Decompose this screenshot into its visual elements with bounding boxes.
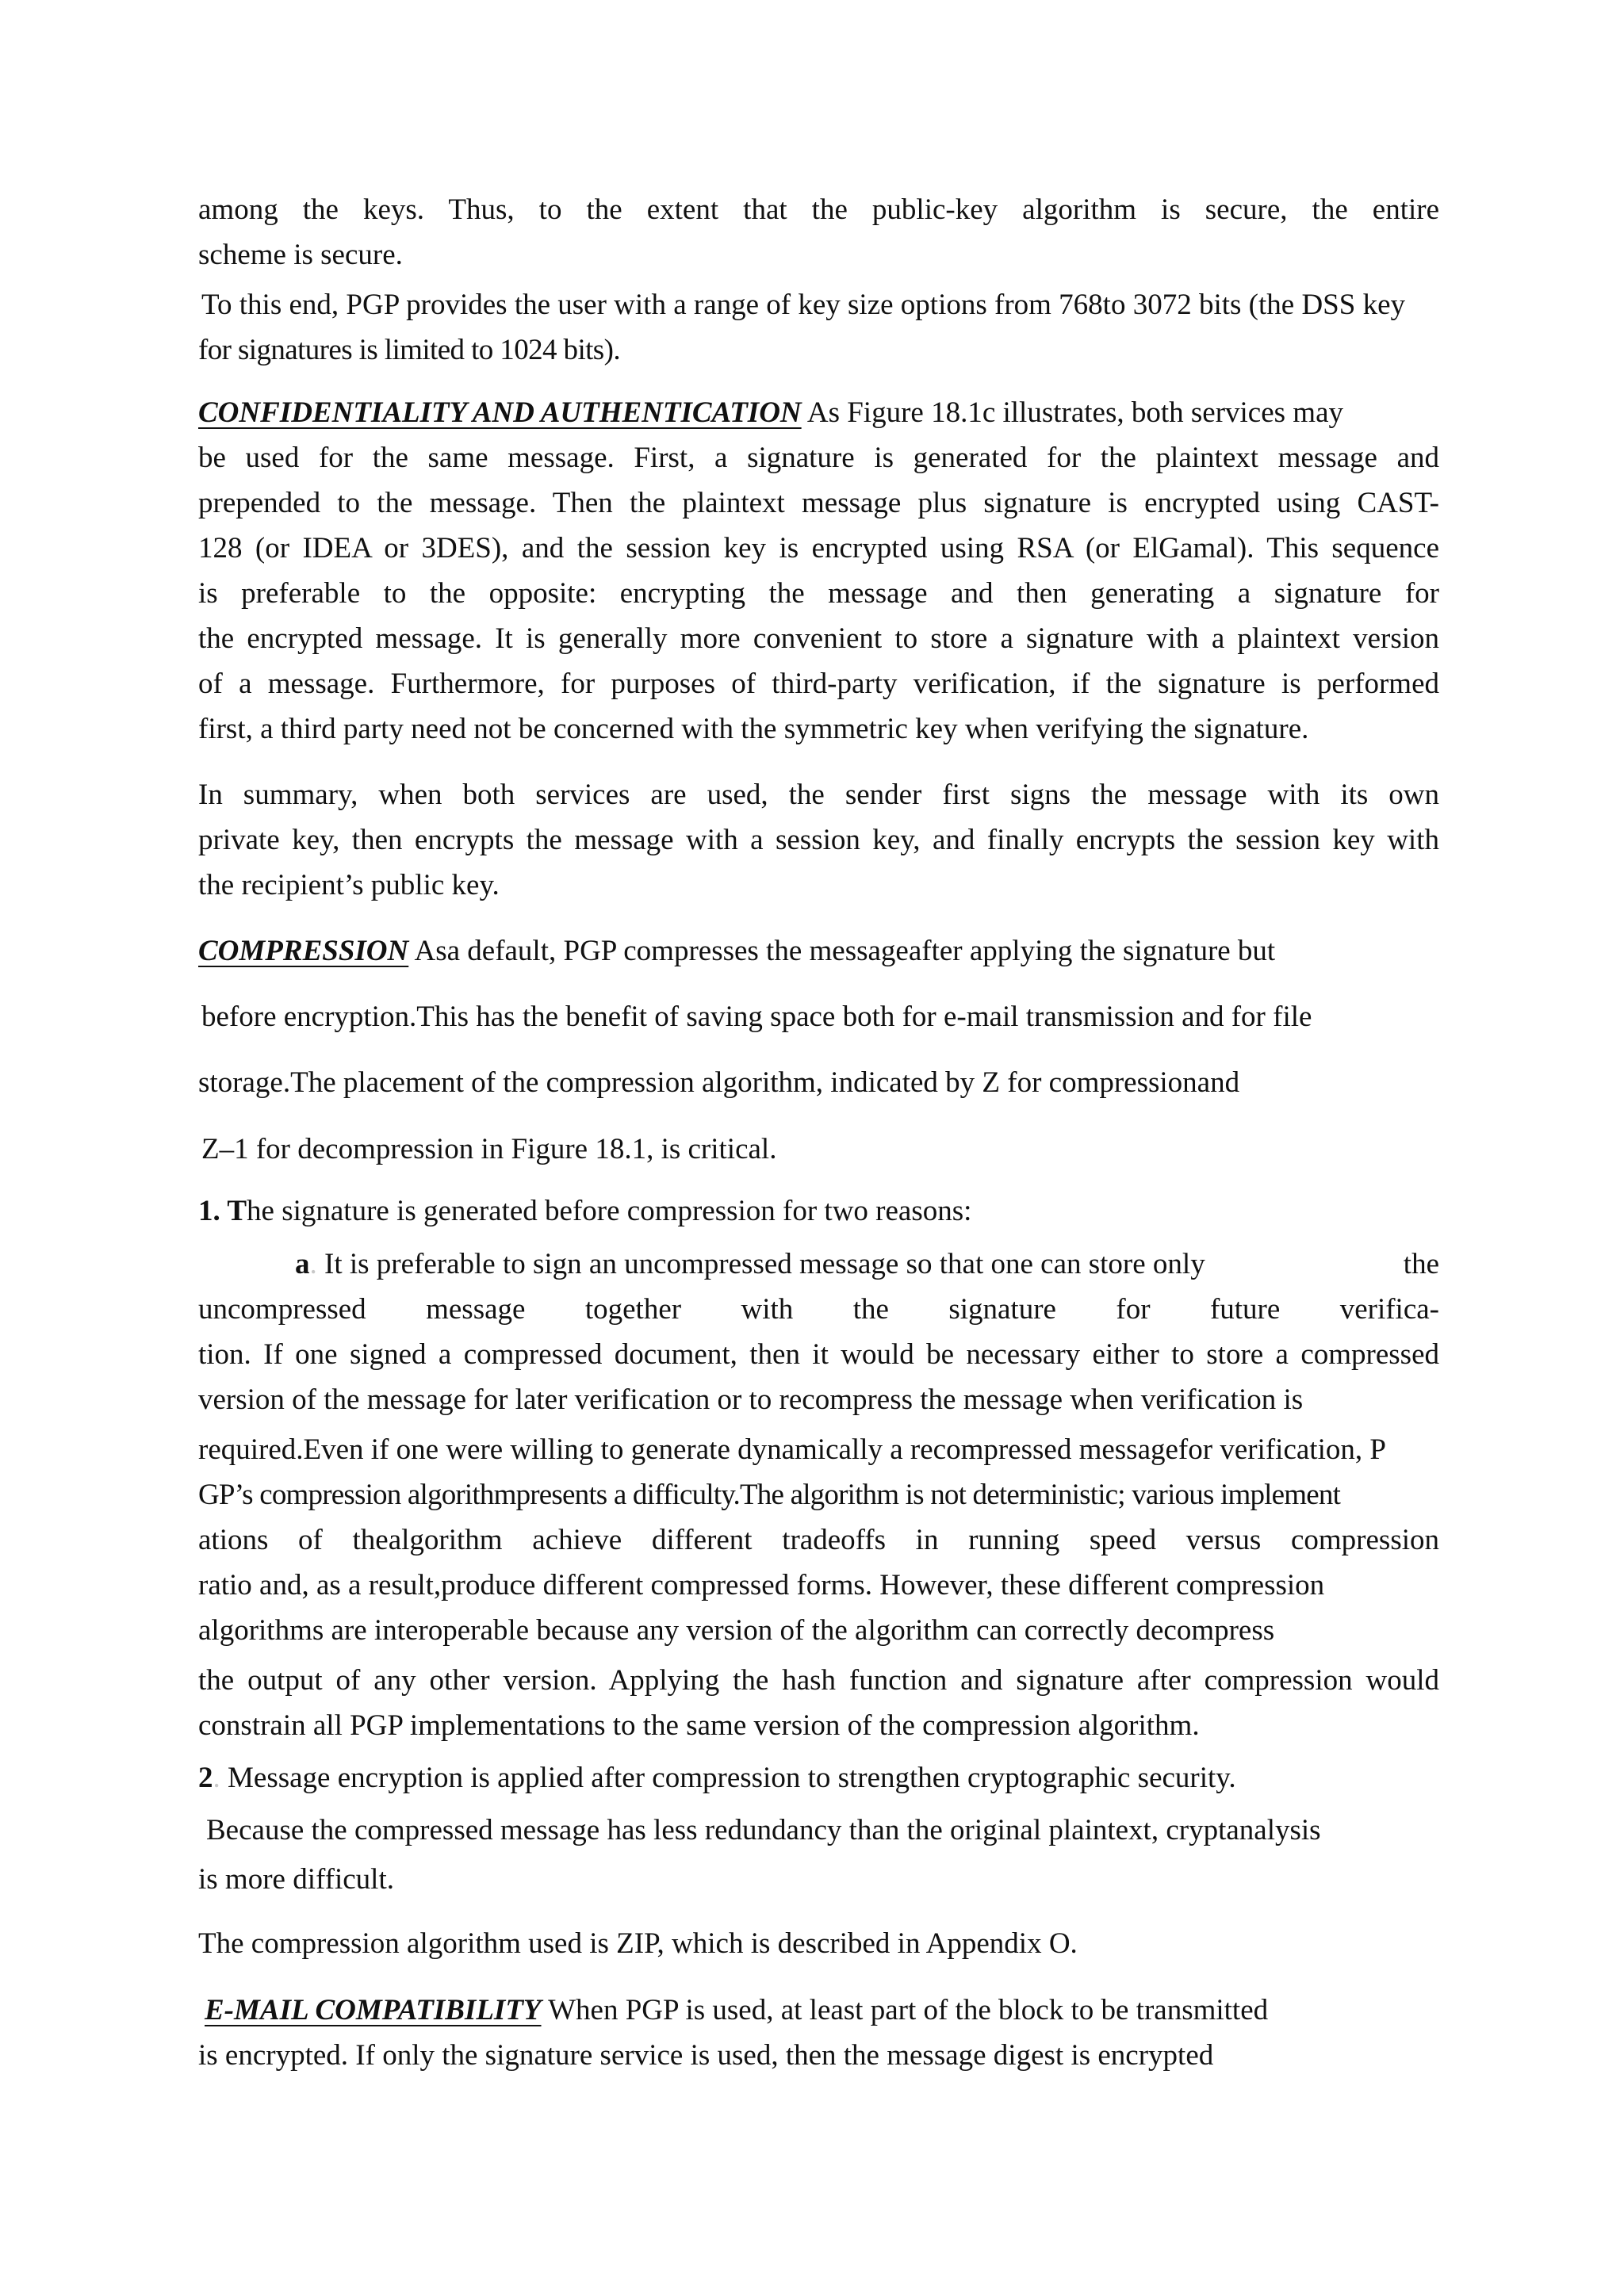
email-first-line: E-MAIL COMPATIBILITY When PGP is used, at least part of the block to be transmitted [205, 1994, 1269, 2026]
text-line: the recipient’s public key. [198, 869, 500, 901]
text-line: be used for the same message. First, a signature is generated for the plaintext message and [198, 442, 1439, 474]
text-line: Z–1 for decompression in Figure 18.1, is critical. [201, 1133, 777, 1165]
text-line: private key, then encrypts the message with a session key, and finally encrypts the session key with [198, 824, 1439, 856]
text-line: To this end, PGP provides the user with a range of key size options from 768to 3072 bits (the DSS key [201, 289, 1405, 321]
text-line: the encrypted message. It is generally more convenient to store a signature with a plaintext version [198, 622, 1439, 655]
text-line: GP’s compression algorithmpresents a difficulty.The algorithm is not deterministic; various implement [198, 1479, 1341, 1511]
text-line: The compression algorithm used is ZIP, which is described in Appendix O. [198, 1927, 1078, 1960]
text-line: ratio and, as a result,produce different compressed forms. However, these different compression [198, 1569, 1325, 1601]
reason-2-line: 2. Message encryption is applied after compression to strengthen cryptographic security. [198, 1762, 1236, 1794]
text-line: storage.The placement of the compression algorithm, indicated by Z for compressionand [198, 1066, 1240, 1099]
text-line: uncompressed message together with the signature for future verifica- [198, 1293, 1439, 1326]
reason-a-line: a. It is preferable to sign an uncompressed message so that one can store only the [295, 1248, 1439, 1280]
text-line: prepended to the message. Then the plaintext message plus signature is encrypted using CAST- [198, 487, 1439, 519]
text-line: ations of thealgorithm achieve different tradeoffs in running speed versus compression [198, 1524, 1439, 1556]
section-heading-email: E-MAIL COMPATIBILITY [205, 1994, 542, 2026]
text-line: is more difficult. [198, 1863, 394, 1896]
section-heading-compression: COMPRESSION [198, 935, 409, 967]
text-line: constrain all PGP implementations to the same version of the compression algorithm. [198, 1709, 1200, 1742]
text-line: is preferable to the opposite: encrypting the message and then generating a signature for [198, 577, 1439, 610]
text-line: In summary, when both services are used, the sender first signs the message with its own [198, 779, 1439, 811]
text-line: first, a third party need not be concerned with the symmetric key when verifying the signature. [198, 713, 1309, 745]
text-line: tion. If one signed a compressed document, then it would be necessary either to store a compressed [198, 1338, 1439, 1371]
text-line: for signatures is limited to 1024 bits). [198, 334, 620, 366]
compression-first-line: COMPRESSION Asa default, PGP compresses the messageafter applying the signature but [198, 935, 1276, 967]
text-line: of a message. Furthermore, for purposes of third-party verification, if the signature is performed [198, 668, 1439, 700]
reason-1-line: 1. The signature is generated before compression for two reasons: [198, 1195, 972, 1227]
text-line: algorithms are interoperable because any version of the algorithm can correctly decompress [198, 1614, 1275, 1647]
confidentiality-first-line: CONFIDENTIALITY AND AUTHENTICATION As Figure 18.1c illustrates, both services may [198, 396, 1344, 429]
text-line: version of the message for later verification or to recompress the message when verification is [198, 1383, 1304, 1416]
text-line: among the keys. Thus, to the extent that the public-key algorithm is secure, the entire [198, 193, 1439, 226]
text-line: is encrypted. If only the signature service is used, then the message digest is encrypted [198, 2039, 1214, 2072]
text-line: before encryption.This has the benefit of saving space both for e-mail transmission and for file [201, 1001, 1312, 1033]
section-heading-confidentiality: CONFIDENTIALITY AND AUTHENTICATION [198, 396, 802, 429]
text-line: Because the compressed message has less redundancy than the original plaintext, cryptanalysis [206, 1814, 1321, 1846]
text-line: required.Even if one were willing to generate dynamically a recompressed messagefor verification, P [198, 1433, 1386, 1466]
text-line: the output of any other version. Applying the hash function and signature after compression would [198, 1664, 1439, 1697]
text-line: 128 (or IDEA or 3DES), and the session key is encrypted using RSA (or ElGamal). This sequence [198, 532, 1439, 564]
text-line: scheme is secure. [198, 239, 403, 271]
